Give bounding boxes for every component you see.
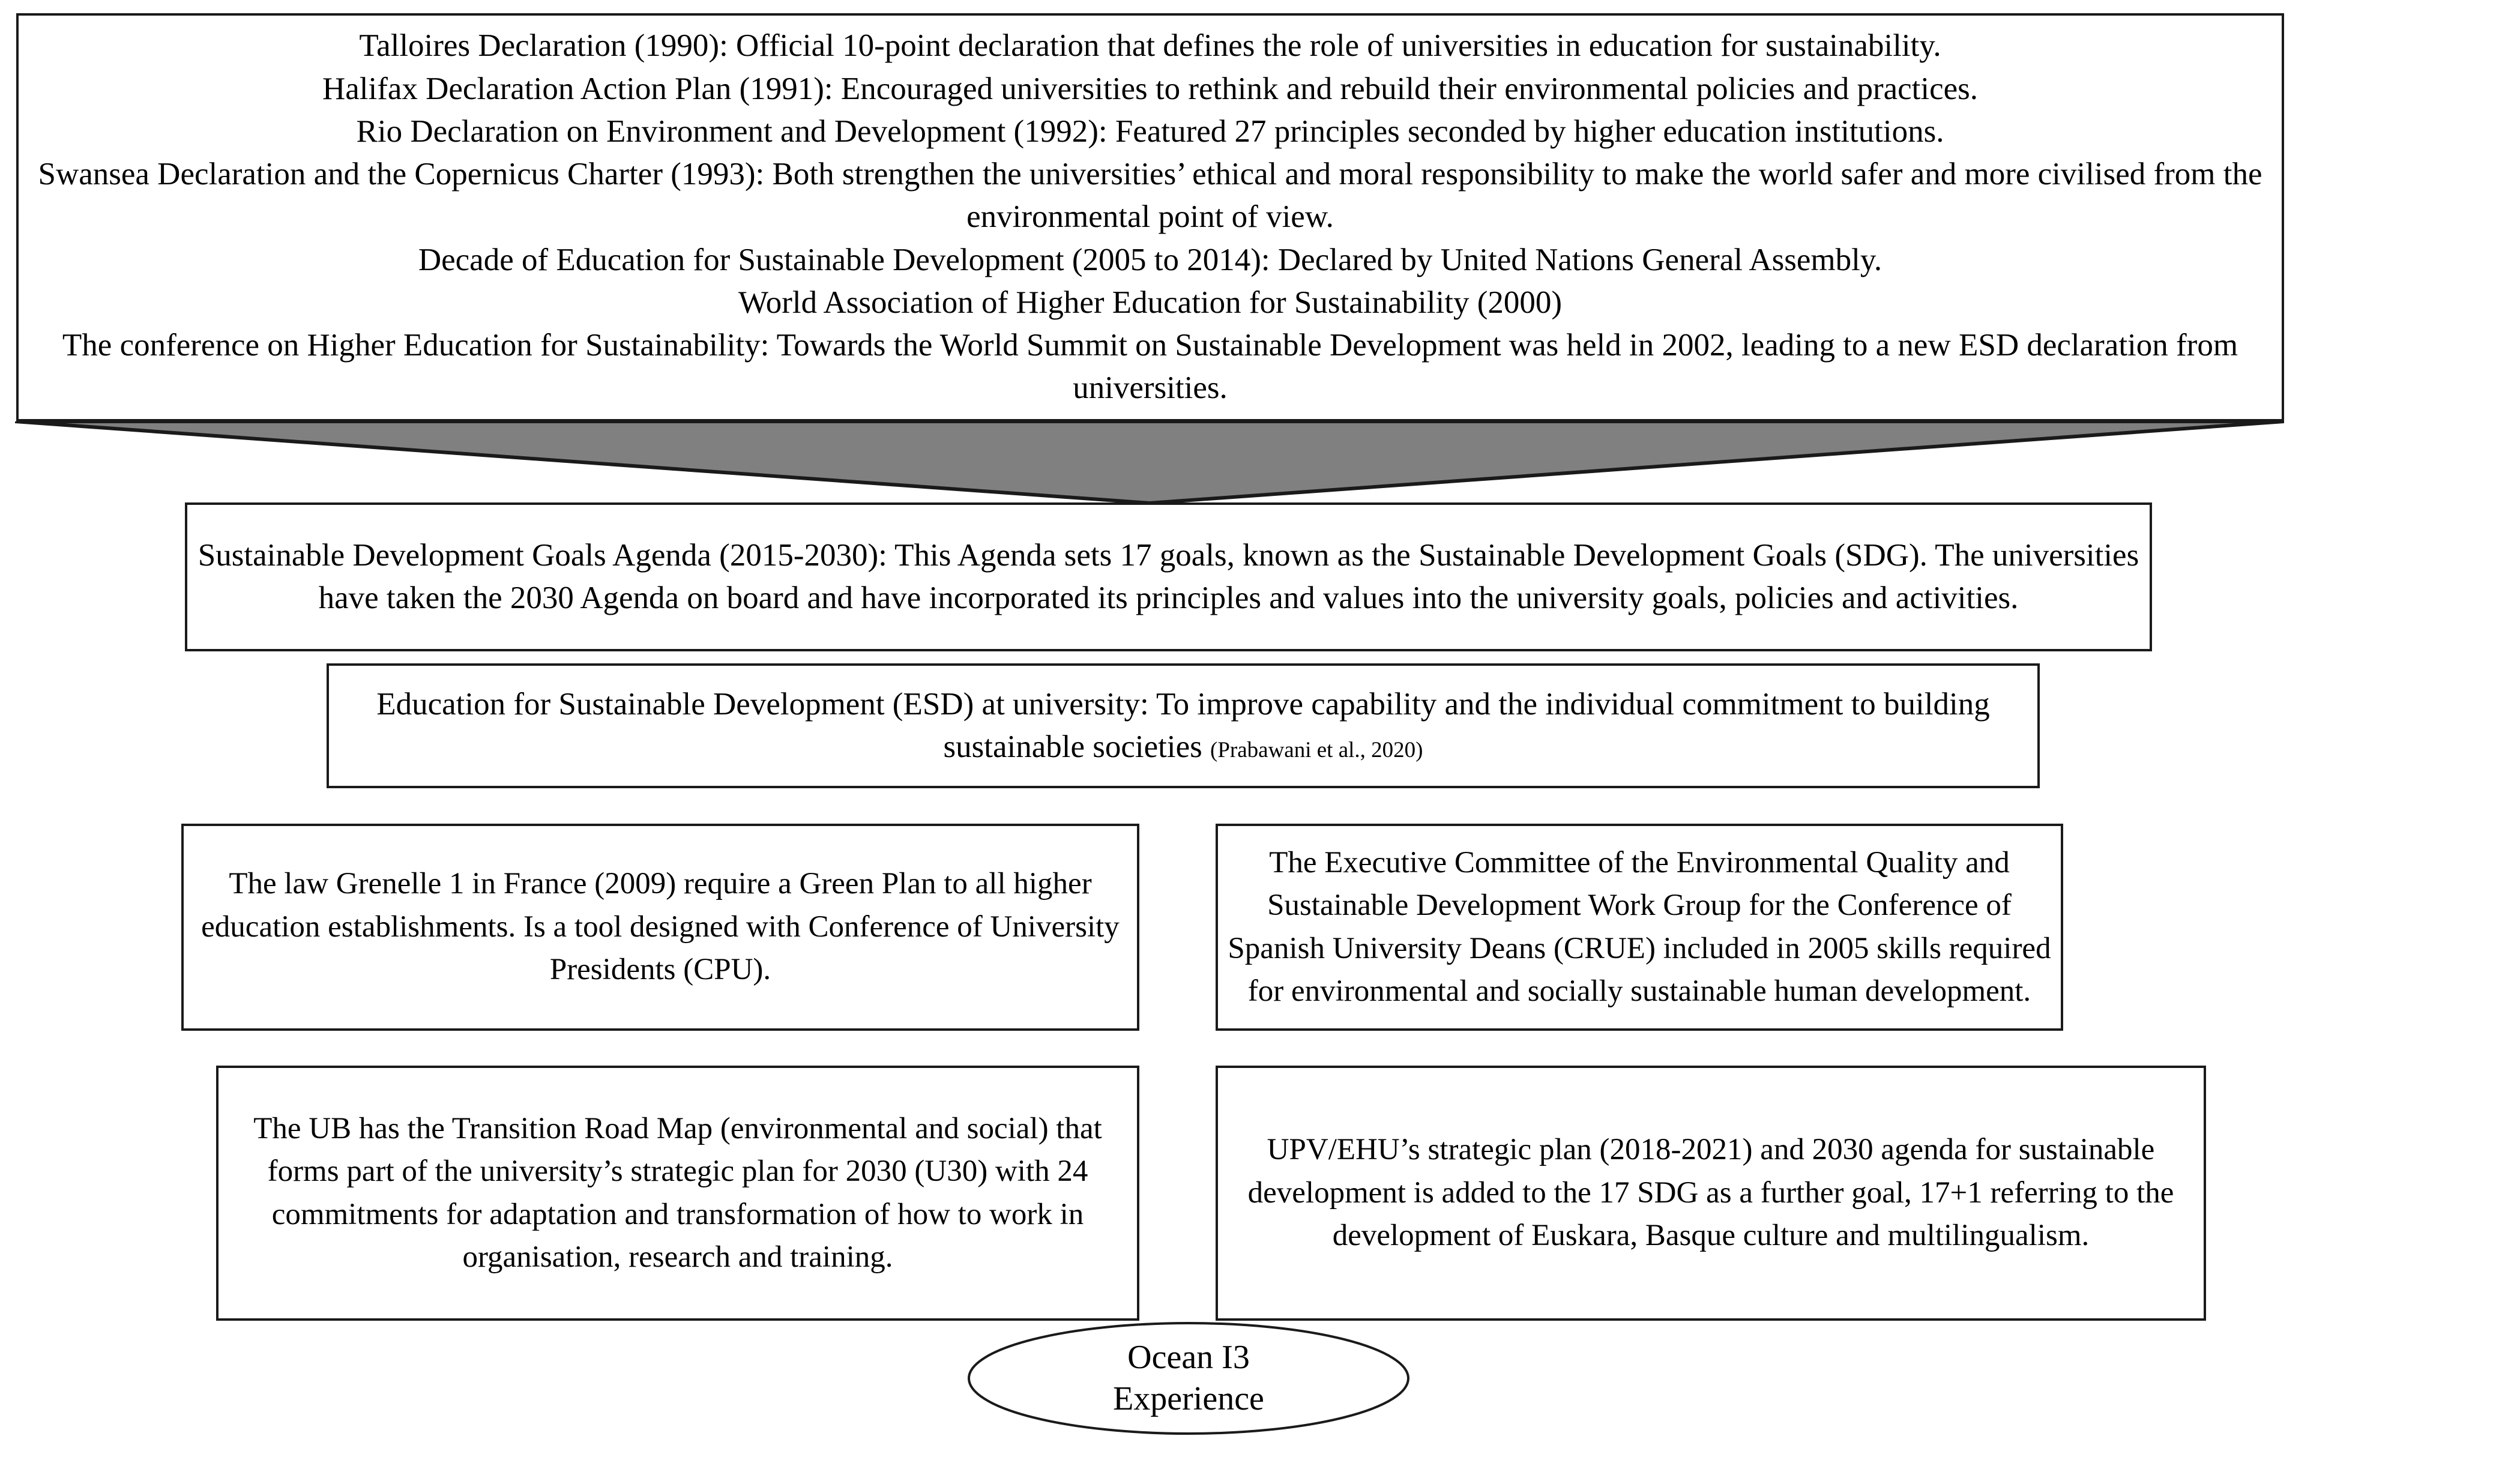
declaration-line-world-association: World Association of Higher Education for Sustainability (2000) xyxy=(738,285,1563,320)
sdg-agenda-text: Sustainable Development Goals Agenda (2015-2030): This Agenda sets 17 goals, known as the Sustainable Development Goals (SDG). The universities have taken the 2030 Agenda on board and have incorporated its principles and values into the university goals, policies and activities. xyxy=(197,537,2139,615)
grenelle-law-box xyxy=(181,824,1139,1031)
upv-ehu-strategic-plan-box xyxy=(1216,1066,2206,1321)
declarations-box xyxy=(16,13,2284,421)
ub-transition-roadmap-box xyxy=(216,1066,1139,1321)
esd-university-paragraph xyxy=(337,683,2029,769)
declaration-line-decade-esd: Decade of Education for Sustainable Development (2005 to 2014): Declared by United Nations General Assembly. xyxy=(418,242,1882,277)
declaration-line-rio: Rio Declaration on Environment and Development (1992): Featured 27 principles seconded by higher education institutions. xyxy=(356,113,1944,149)
ocean-i3-label-line1: Ocean I3 xyxy=(1127,1338,1250,1376)
upv-ehu-strategic-plan-text: UPV/EHU’s strategic plan (2018-2021) and 2030 agenda for sustainable development is added to the 17 SDG as a further goal, 17+1 referring to the development of Euskara, Basque culture and multilingualism. xyxy=(1247,1133,2174,1253)
crue-committee-box xyxy=(1216,824,2063,1031)
down-arrow-icon xyxy=(15,421,2284,503)
ocean-i3-experience-ellipse xyxy=(966,1321,1411,1436)
esd-university-citation: (Prabawani et al., 2020) xyxy=(1210,738,1423,762)
esd-university-text: Education for Sustainable Development (ESD) at university: To improve capability and the individual commitment to building sustainable societies xyxy=(376,686,1990,764)
declaration-line-halifax: Halifax Declaration Action Plan (1991): Encouraged universities to rethink and rebuild their environmental policies and practices. xyxy=(322,71,1979,106)
declaration-line-swansea-copernicus: Swansea Declaration and the Copernicus Charter (1993): Both strengthen the universities’ ethical and moral responsibility to make the world safer and more civilised from the environmental point of view. xyxy=(38,157,2262,235)
sdg-agenda-box xyxy=(185,502,2152,651)
declaration-line-talloires: Talloires Declaration (1990): Official 10-point declaration that defines the role of universities in education for sustainability. xyxy=(359,28,1941,64)
ocean-i3-label xyxy=(966,1321,1411,1436)
esd-university-box xyxy=(327,663,2040,788)
ub-transition-roadmap-text: The UB has the Transition Road Map (environmental and social) that forms part of the university’s strategic plan for 2030 (U30) with 24 commitments for adaptation and transformation of how to work in organisation, research and training. xyxy=(253,1111,1102,1274)
crue-committee-text: The Executive Committee of the Environmental Quality and Sustainable Development Work Group for the Conference of Spanish University Deans (CRUE) included in 2005 skills required for environmental and socially sustainable human development. xyxy=(1228,845,2051,1008)
grenelle-law-text: The law Grenelle 1 in France (2009) require a Green Plan to all higher education establishments. Is a tool designed with Conference of University Presidents (CPU). xyxy=(201,867,1120,987)
ocean-i3-label-line2: Experience xyxy=(1113,1380,1264,1417)
declaration-line-conference-2002: The conference on Higher Education for Sustainability: Towards the World Summit on Sustainable Development was held in 2002, leading to a new ESD declaration from universities. xyxy=(62,328,2238,406)
